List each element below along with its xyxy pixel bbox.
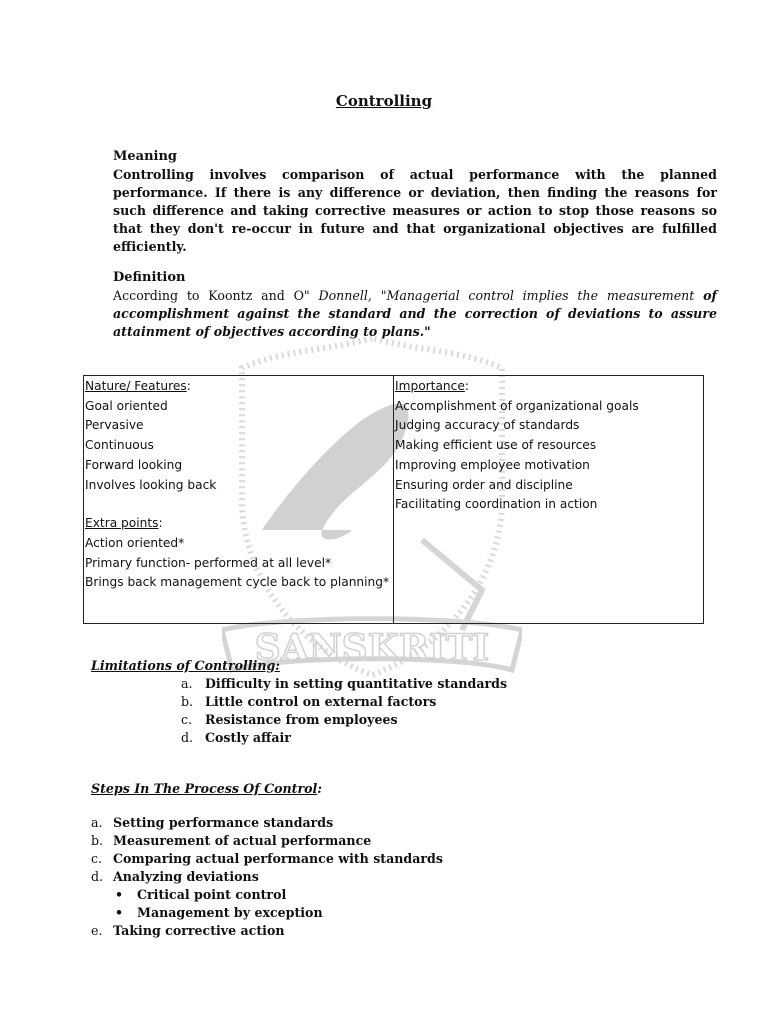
list-marker: a.	[91, 815, 103, 830]
step-text: Analyzing deviations	[113, 869, 259, 884]
step-item	[91, 868, 443, 886]
meaning-heading: Meaning	[113, 149, 178, 164]
bullet-icon: •	[115, 905, 124, 920]
limitation-item	[181, 711, 507, 729]
feature-item: Goal oriented	[85, 398, 168, 413]
limitation-item	[181, 675, 507, 693]
features-cell: Nature/ Features: Goal oriented Pervasive Continuous Forward looking Involves looking back Extra points: Action oriented* Primary function- performed at all level* Brings back management cycle back to planning*	[84, 376, 394, 624]
limitation-text: Little control on external factors	[205, 694, 437, 709]
list-marker: d.	[181, 730, 194, 745]
step-item	[91, 922, 443, 940]
feature-item: Forward looking	[85, 457, 183, 472]
list-marker: c.	[91, 851, 103, 866]
importance-item: Improving employee motivation	[395, 457, 590, 472]
extra-point-item: Brings back management cycle back to planning*	[85, 575, 390, 590]
steps-section	[91, 780, 443, 940]
extra-points-heading: Extra points	[85, 516, 159, 531]
importance-heading: Importance	[395, 379, 465, 393]
limitations-list	[91, 675, 507, 747]
list-marker: d.	[91, 869, 104, 884]
limitation-item	[181, 729, 507, 747]
importance-item: Making efficient use of resources	[395, 438, 597, 453]
limitations-section	[91, 657, 507, 747]
step-item	[91, 850, 443, 868]
meaning-section	[113, 148, 717, 256]
list-marker: e.	[91, 923, 103, 938]
step-text: Comparing actual performance with standards	[113, 851, 443, 866]
steps-heading-line	[91, 780, 443, 798]
meaning-text: Controlling involves comparison of actual performance with the planned performance. If there is any difference or deviation, then finding the reasons for such difference and taking corrective measures or action to stop those reasons so that they don't re-occur in future and that organizational objectives are fulfilled efficiently.	[113, 167, 717, 254]
limitations-heading: Limitations of Controlling:	[91, 658, 280, 673]
feature-item: Involves looking back	[85, 477, 217, 492]
step-text: Setting performance standards	[113, 815, 334, 830]
importance-item: Judging accuracy of standards	[395, 418, 580, 433]
sub-step-item	[91, 904, 443, 922]
feature-item: Continuous	[85, 438, 154, 453]
steps-colon: :	[317, 781, 322, 796]
step-text: Taking corrective action	[113, 923, 285, 938]
extra-point-item: Action oriented*	[85, 535, 185, 550]
importance-item: Ensuring order and discipline	[395, 477, 573, 492]
features-heading: Nature/ Features	[85, 379, 187, 393]
sub-step-item	[91, 886, 443, 904]
limitation-text: Costly affair	[205, 730, 291, 745]
definition-italic: Donnell, "Managerial control implies the measurement	[318, 288, 704, 303]
step-item	[91, 832, 443, 850]
importance-item: Facilitating coordination in action	[395, 497, 598, 512]
definition-text	[113, 287, 717, 341]
steps-heading: Steps In The Process Of Control	[91, 781, 318, 796]
features-importance-table	[83, 375, 704, 624]
list-marker: a.	[181, 676, 193, 691]
definition-lead: According to Koontz and O"	[113, 288, 319, 303]
sub-step-text: Critical point control	[137, 887, 287, 902]
sub-step-text: Management by exception	[137, 905, 323, 920]
feature-item: Pervasive	[85, 418, 144, 433]
importance-cell: Importance: Accomplishment of organizational goals Judging accuracy of standards Making efficient use of resources Improving employee motivation Ensuring order and discipline Facilitating coordination in action	[394, 376, 704, 624]
list-marker: c.	[181, 712, 193, 727]
bullet-icon: •	[115, 887, 124, 902]
definition-bold-italic: of accomplishment against the standard and the correction of deviations to assure attainment of objectives according to plans."	[113, 288, 717, 339]
limitation-text: Resistance from employees	[205, 712, 398, 727]
definition-heading: Definition	[113, 270, 186, 285]
limitation-item	[181, 693, 507, 711]
page-title: Controlling	[335, 92, 433, 110]
list-marker: b.	[91, 833, 104, 848]
importance-item: Accomplishment of organizational goals	[395, 398, 639, 413]
step-text: Measurement of actual performance	[113, 833, 372, 848]
list-marker: b.	[181, 694, 194, 709]
limitation-text: Difficulty in setting quantitative standards	[205, 676, 508, 691]
definition-section	[113, 269, 717, 341]
step-item	[91, 814, 443, 832]
watermark-text: SANSKRITI	[254, 627, 490, 669]
extra-point-item: Primary function- performed at all level*	[85, 555, 332, 570]
